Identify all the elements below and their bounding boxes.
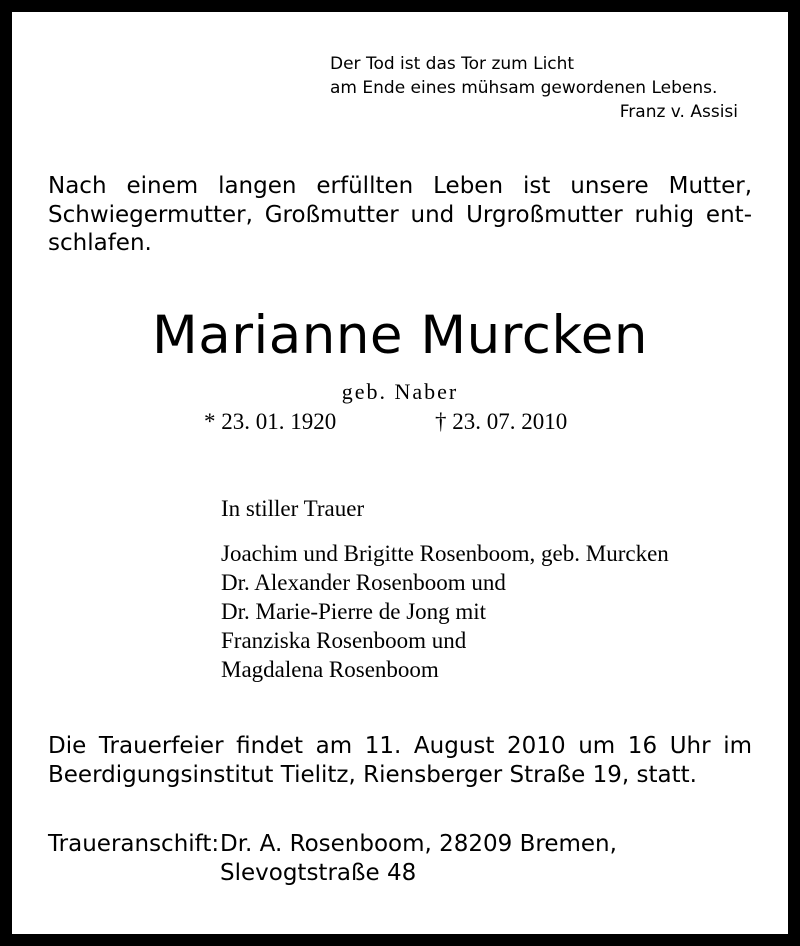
mourner-line: Dr. Marie-Pierre de Jong mit [221, 599, 487, 624]
mourners-list [221, 539, 781, 684]
ceremony-info: Die Trauerfeier findet am 11. August 2010 um 16 Uhr im Beerdigungsinstitut Tielitz, Riensberger Straße 19, statt. [48, 733, 752, 788]
death-date: † 23. 07. 2010 [435, 409, 568, 434]
motto-author: Franz v. Assisi [619, 102, 738, 122]
address-label: Traueranschift: [48, 831, 220, 857]
motto-quote [330, 52, 750, 124]
maiden-name: geb. Naber [341, 379, 459, 404]
intro-text: Nach einem langen erfüllten Leben ist unsere Mutter, Schwiegermutter, Großmutter und Urgroßmutter ruhig entschlafen. [48, 173, 752, 256]
motto-line-2: am Ende eines mühsam gewordenen Lebens. [330, 78, 718, 98]
deceased-name: Marianne Murcken [152, 305, 648, 366]
address-line-1: Dr. A. Rosenboom, 28209 Bremen, [220, 831, 617, 857]
address-line-2: Slevogtstraße 48 [220, 860, 417, 886]
mourning-heading: In stiller Trauer [221, 496, 365, 521]
mourner-line: Magdalena Rosenboom [221, 657, 439, 682]
birth-date: * 23. 01. 1920 [204, 409, 337, 434]
mourner-line: Franziska Rosenboom und [221, 628, 467, 653]
motto-line-1: Der Tod ist das Tor zum Licht [330, 54, 575, 74]
mourner-line: Joachim und Brigitte Rosenboom, geb. Murcken [221, 541, 669, 566]
mourner-line: Dr. Alexander Rosenboom und [221, 570, 506, 595]
